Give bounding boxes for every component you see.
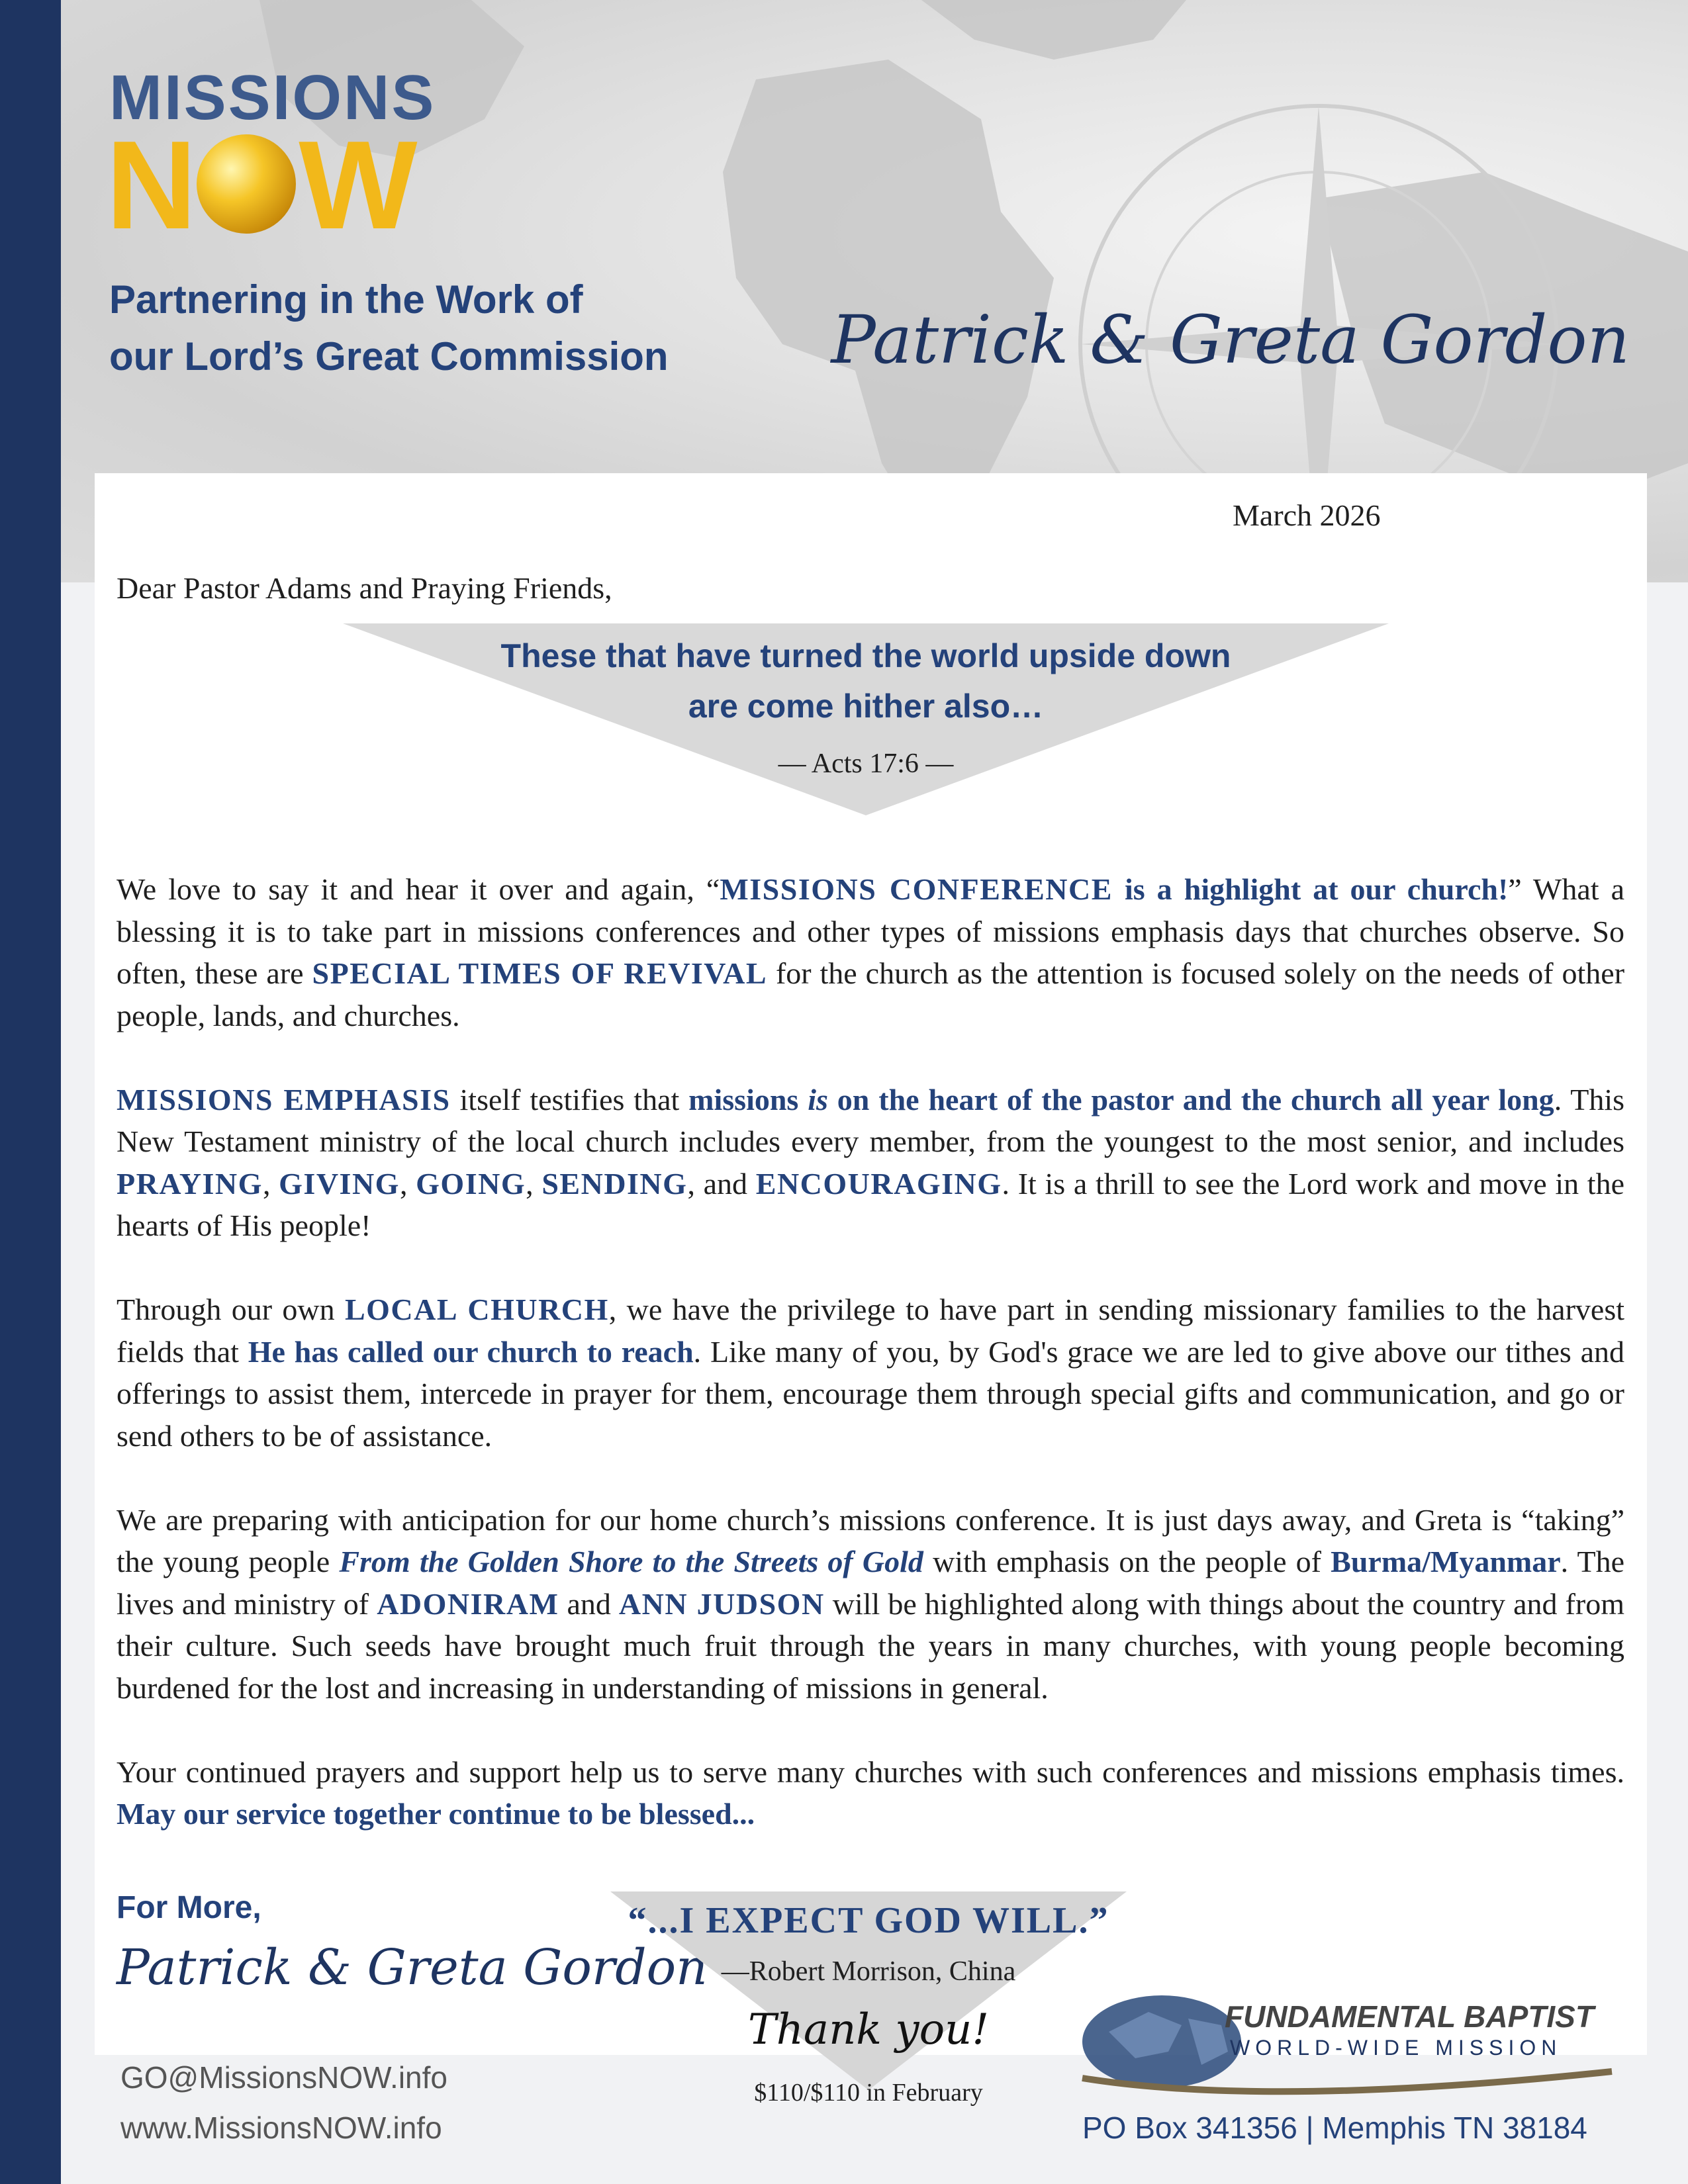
verse-line-2: are come hither also… bbox=[688, 688, 1044, 725]
verse-reference: — Acts 17:6 — bbox=[778, 749, 954, 779]
letter-body bbox=[117, 868, 1624, 1877]
left-navy-bar bbox=[0, 0, 61, 2184]
paragraph-3: Through our own LOCAL CHURCH, we have the privilege to have part in sending missionary families to the harvest fields that He has called our church to reach. Like many of you, by God's grace we are led to give above our tithes and offerings to assist them, intercede in prayer for them, encourage them through special gifts and communication, and go or send others to be of assistance. bbox=[117, 1293, 1624, 1453]
tagline bbox=[109, 271, 669, 385]
tagline-line-2: our Lord’s Great Commission bbox=[109, 334, 669, 379]
contact-website[interactable]: www.MissionsNOW.info bbox=[120, 2111, 442, 2145]
verse-line-1: These that have turned the world upside down bbox=[500, 637, 1231, 674]
logo-letter-w: W bbox=[299, 115, 415, 255]
missions-now-logo-top: MISSIONS bbox=[109, 62, 436, 133]
salutation: Dear Pastor Adams and Praying Friends, bbox=[117, 571, 612, 605]
globe-icon bbox=[197, 134, 296, 234]
for-more-label: For More, bbox=[117, 1890, 261, 1925]
support-status: $110/$110 in February bbox=[754, 2079, 983, 2107]
letter-date: March 2026 bbox=[1233, 498, 1381, 532]
tagline-line-1: Partnering in the Work of bbox=[109, 277, 583, 322]
header-names: Patrick & Greta Gordon bbox=[831, 301, 1630, 379]
org-subtitle: WORLD-WIDE MISSION bbox=[1230, 2036, 1562, 2060]
paragraph-2: MISSIONS EMPHASIS itself testifies that missions is on the heart of the pastor and the church all year long. This New Testament ministry of the local church includes every member, from the youngest to the most senior, and includes PRAYING, GIVING, GOING, SENDING, and ENCOURAGING. It is a thrill to see the Lord work and move in the hearts of His people! bbox=[117, 1082, 1625, 1242]
missions-now-logo-bottom bbox=[106, 115, 415, 255]
paragraph-4: We are preparing with anticipation for our home church’s missions conference. It is just days away, and Greta is “taking” the young people From the Golden Shore to the Streets of Gold with emphasis on the people of Burma/Myanmar. The lives and ministry of ADONIRAM and ANN JUDSON will be highlighted along with things about the country and from their culture. Such seeds have brought much fruit through the years in many churches, with young people becoming burdened for the lost and increasing in understanding of missions in general. bbox=[117, 1502, 1625, 1705]
paragraph-5: Your continued prayers and support help us to serve many churches with such conferences and missions emphasis times. May our service together continue to be blessed... bbox=[117, 1754, 1624, 1831]
signature: Patrick & Greta Gordon bbox=[117, 1939, 708, 1996]
paragraph-1: We love to say it and hear it over and again, “MISSIONS CONFERENCE is a highlight at our church!” What a blessing it is to take part in missions conferences and other types of missions emphasis days that churches observe. So often, these are SPECIAL TIMES OF REVIVAL for the church as the attention is focused solely on the needs of other people, lands, and churches. bbox=[117, 872, 1625, 1032]
quote-text: “...I EXPECT GOD WILL.” bbox=[628, 1900, 1109, 1941]
contact-email[interactable]: GO@MissionsNOW.info bbox=[120, 2060, 448, 2095]
thank-you-script: Thank you! bbox=[748, 2005, 990, 2054]
logo-letter-n: N bbox=[106, 115, 195, 255]
org-name: FUNDAMENTAL BAPTIST bbox=[1225, 1999, 1594, 2034]
quote-attribution: —Robert Morrison, China bbox=[721, 1956, 1016, 1987]
org-address: PO Box 341356 | Memphis TN 38184 bbox=[1082, 2111, 1587, 2145]
